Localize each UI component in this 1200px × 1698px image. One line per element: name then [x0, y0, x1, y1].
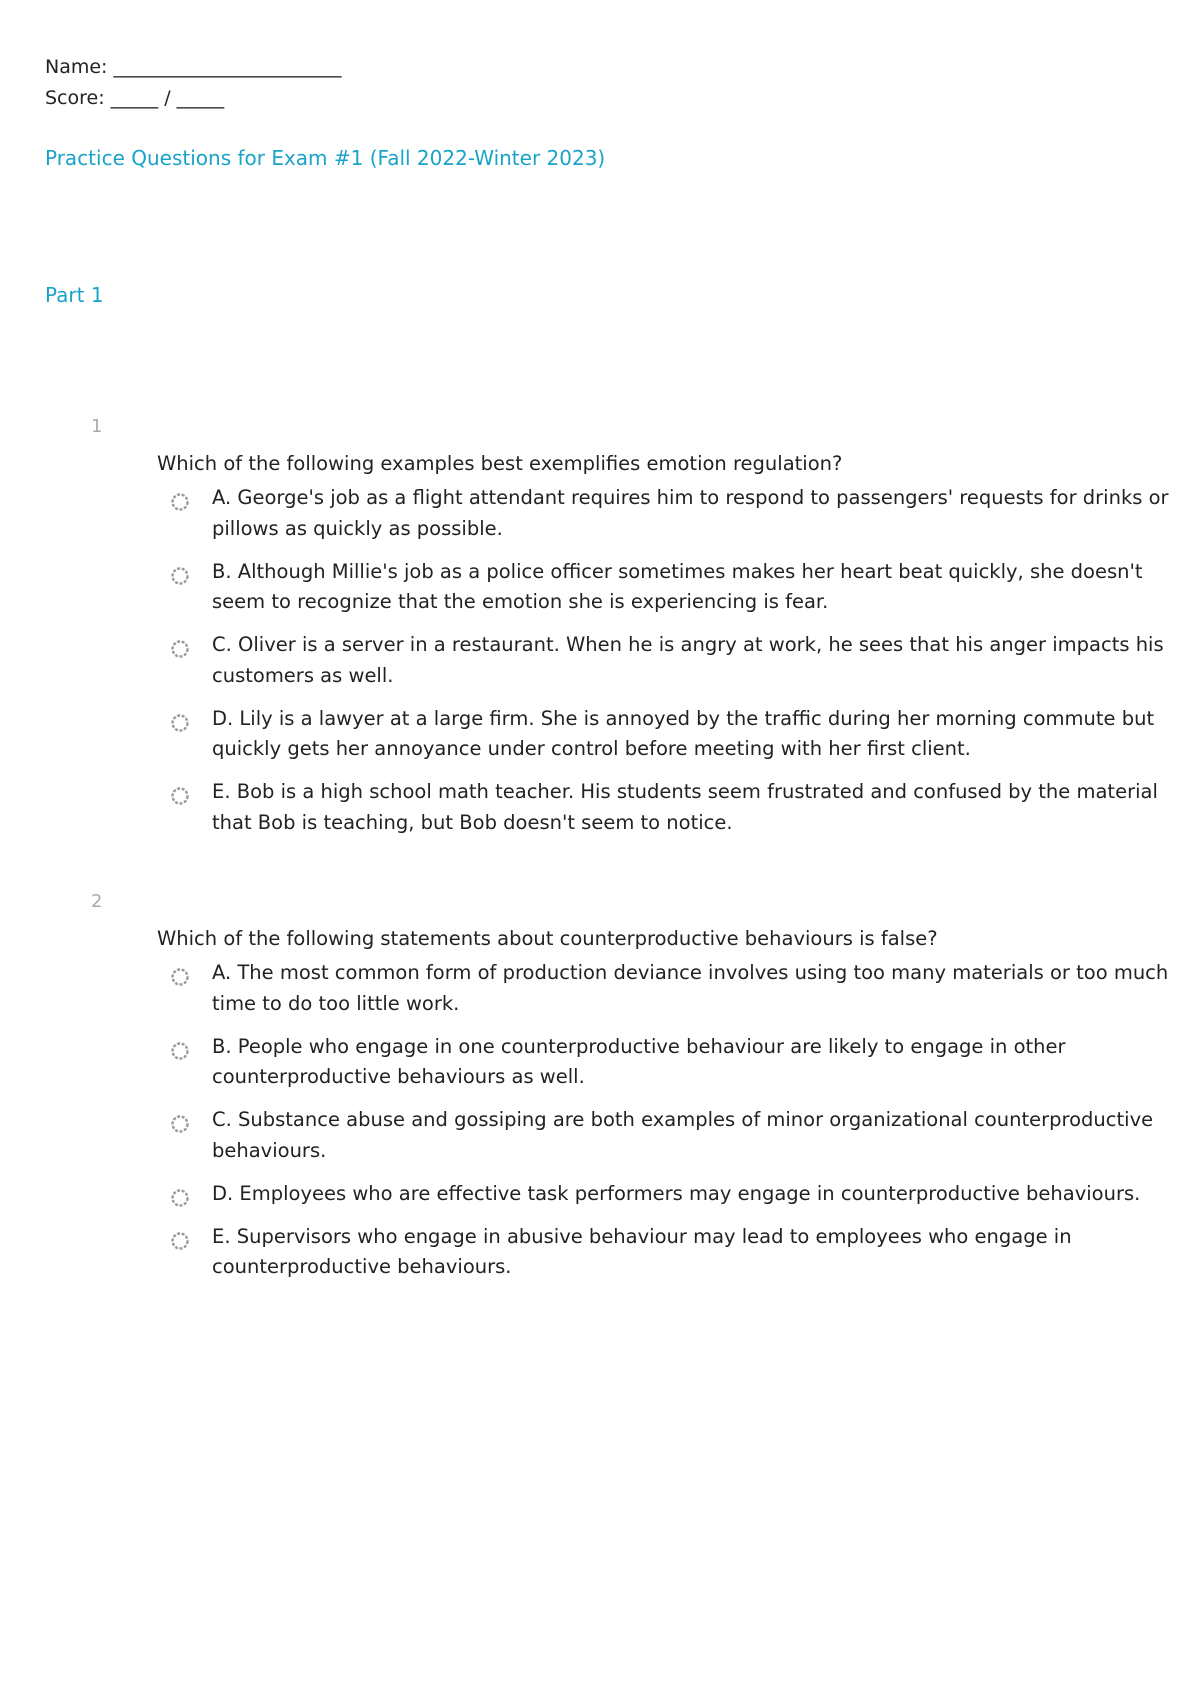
- answer-option-b[interactable]: [170, 1032, 1170, 1093]
- answer-option-text: C. Oliver is a server in a restaurant. When he is angry at work, he sees that his anger impacts his customers as well.: [212, 633, 1164, 687]
- radio-button-icon[interactable]: [170, 492, 190, 512]
- answer-option-e[interactable]: [170, 1222, 1170, 1283]
- answer-option-text: A. George's job as a flight attendant requires him to respond to passengers' requests for drinks or pillows as quickly as possible.: [212, 486, 1169, 540]
- answer-option-text: E. Bob is a high school math teacher. His students seem frustrated and confused by the material that Bob is teaching, but Bob doesn't seem to notice.: [212, 780, 1158, 834]
- radio-button-icon[interactable]: [170, 1231, 190, 1251]
- part-title: Part 1: [45, 283, 104, 307]
- answer-option-d[interactable]: [170, 704, 1170, 765]
- answer-option-d[interactable]: [170, 1179, 1170, 1210]
- exam-title: Practice Questions for Exam #1 (Fall 2022-Winter 2023): [45, 146, 606, 170]
- answer-option-text: B. People who engage in one counterproductive behaviour are likely to engage in other counterproductive behaviours as well.: [212, 1034, 1066, 1088]
- answer-option-a[interactable]: [170, 483, 1170, 544]
- name-line: Name: ________________________: [45, 56, 342, 78]
- answer-option-text: E. Supervisors who engage in abusive behaviour may lead to employees who engage in counterproductive behaviours.: [212, 1224, 1072, 1278]
- question-text: Which of the following examples best exemplifies emotion regulation?: [157, 452, 843, 475]
- answer-option-text: D. Employees who are effective task performers may engage in counterproductive behaviours.: [212, 1181, 1141, 1205]
- answer-option-text: B. Although Millie's job as a police officer sometimes makes her heart beat quickly, she doesn't seem to recognize that the emotion she is experiencing is fear.: [212, 559, 1143, 613]
- radio-button-icon[interactable]: [170, 639, 190, 659]
- question-text: Which of the following statements about counterproductive behaviours is false?: [157, 927, 938, 950]
- answer-option-c[interactable]: [170, 1105, 1170, 1166]
- answer-options: [170, 483, 1170, 851]
- question-number: 2: [91, 891, 103, 912]
- answer-option-text: C. Substance abuse and gossiping are both examples of minor organizational counterproductive behaviours.: [212, 1108, 1154, 1162]
- radio-button-icon[interactable]: [170, 1114, 190, 1134]
- radio-button-icon[interactable]: [170, 1041, 190, 1061]
- radio-button-icon[interactable]: [170, 786, 190, 806]
- radio-button-icon[interactable]: [170, 967, 190, 987]
- radio-button-icon[interactable]: [170, 713, 190, 733]
- answer-options: [170, 958, 1170, 1295]
- question-number: 1: [91, 416, 103, 437]
- radio-button-icon[interactable]: [170, 566, 190, 586]
- answer-option-b[interactable]: [170, 557, 1170, 618]
- answer-option-a[interactable]: [170, 958, 1170, 1019]
- radio-button-icon[interactable]: [170, 1188, 190, 1208]
- answer-option-text: D. Lily is a lawyer at a large firm. She is annoyed by the traffic during her morning commute but quickly gets her annoyance under control before meeting with her first client.: [212, 706, 1155, 760]
- answer-option-e[interactable]: [170, 777, 1170, 838]
- score-line: Score: _____ / _____: [45, 87, 225, 109]
- answer-option-text: A. The most common form of production deviance involves using too many materials or too much time to do too little work.: [212, 961, 1169, 1015]
- answer-option-c[interactable]: [170, 630, 1170, 691]
